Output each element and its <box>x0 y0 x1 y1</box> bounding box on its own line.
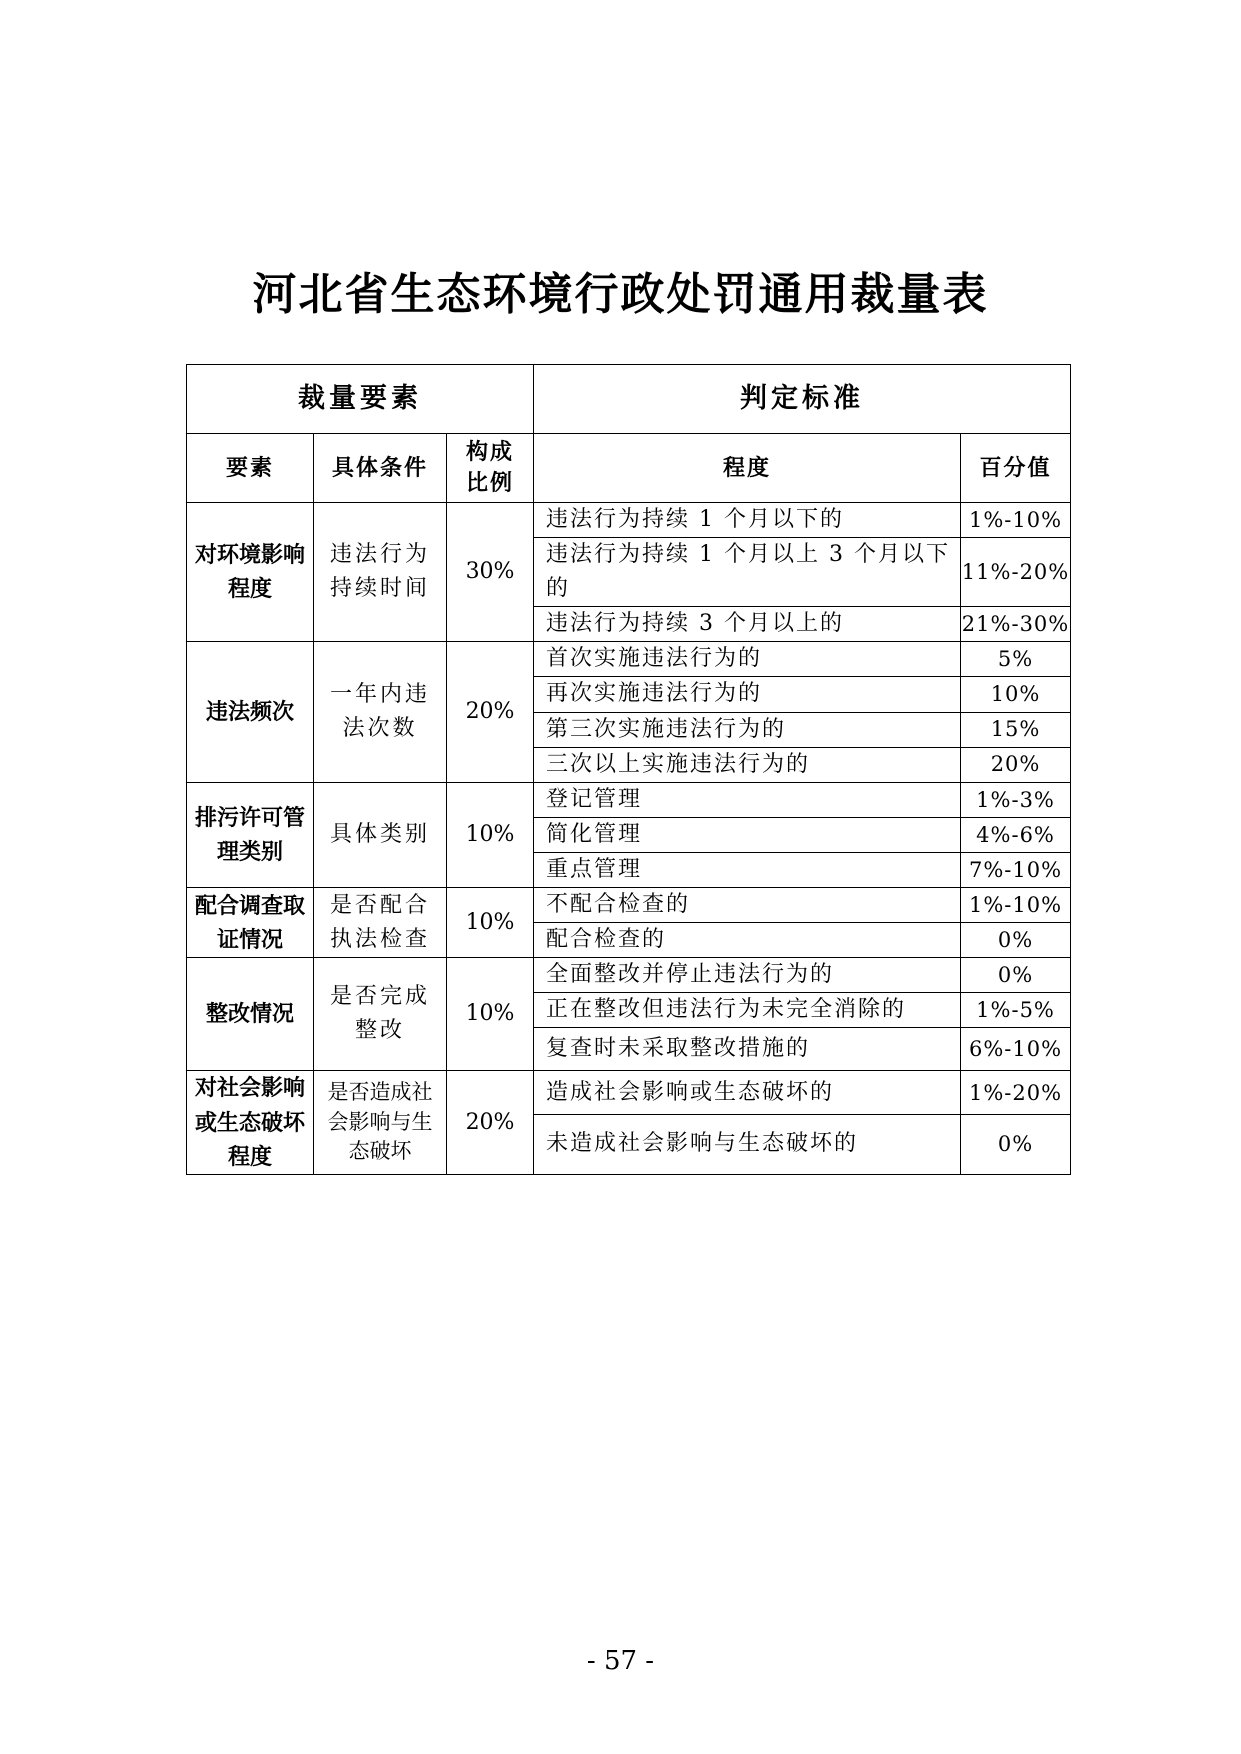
factor-name: 违法频次 <box>187 642 314 782</box>
table-row <box>187 782 1071 817</box>
percent-cell: 20% <box>961 747 1071 782</box>
percent-cell: 1%-20% <box>961 1071 1071 1115</box>
col-header-percent: 百分值 <box>961 434 1071 503</box>
factor-name: 整改情况 <box>187 958 314 1071</box>
factor-ratio: 20% <box>447 642 534 782</box>
percent-cell: 0% <box>961 923 1071 958</box>
factor-ratio: 20% <box>447 1071 534 1174</box>
factor-name: 对社会影响或生态破坏程度 <box>187 1071 314 1174</box>
factor-ratio: 10% <box>447 958 534 1071</box>
group-header-left: 裁量要素 <box>187 365 534 434</box>
degree-cell: 违法行为持续 1 个月以下的 <box>534 503 961 538</box>
table-row <box>187 888 1071 923</box>
group-header-right: 判定标准 <box>534 365 1071 434</box>
page-number: - 57 - <box>586 1646 655 1676</box>
degree-cell: 违法行为持续 3 个月以上的 <box>534 607 961 642</box>
degree-cell: 正在整改但违法行为未完全消除的 <box>534 993 961 1028</box>
table-row <box>187 958 1071 993</box>
degree-cell: 造成社会影响或生态破坏的 <box>534 1071 961 1115</box>
factor-condition: 是否造成社会影响与生态破坏 <box>314 1071 447 1174</box>
percent-cell: 6%-10% <box>961 1028 1071 1071</box>
percent-cell: 15% <box>961 712 1071 747</box>
table-row <box>187 1071 1071 1115</box>
percent-cell: 21%-30% <box>961 607 1071 642</box>
col-header-factor: 要素 <box>187 434 314 503</box>
factor-name: 对环境影响程度 <box>187 503 314 642</box>
percent-cell: 5% <box>961 642 1071 677</box>
degree-cell: 三次以上实施违法行为的 <box>534 747 961 782</box>
degree-cell: 首次实施违法行为的 <box>534 642 961 677</box>
table-column-header-row <box>187 434 1071 503</box>
col-header-ratio: 构成比例 <box>447 434 534 503</box>
percent-cell: 4%-6% <box>961 817 1071 852</box>
factor-name: 排污许可管理类别 <box>187 782 314 887</box>
factor-ratio: 10% <box>447 782 534 887</box>
table-row <box>187 642 1071 677</box>
degree-cell: 重点管理 <box>534 852 961 887</box>
degree-cell: 第三次实施违法行为的 <box>534 712 961 747</box>
percent-cell: 0% <box>961 1115 1071 1174</box>
percent-cell: 7%-10% <box>961 852 1071 887</box>
factor-name: 配合调查取证情况 <box>187 888 314 958</box>
percent-cell: 1%-5% <box>961 993 1071 1028</box>
col-header-condition: 具体条件 <box>314 434 447 503</box>
page-title: 河北省生态环境行政处罚通用裁量表 <box>252 269 989 320</box>
degree-cell: 不配合检查的 <box>534 888 961 923</box>
degree-cell: 简化管理 <box>534 817 961 852</box>
degree-cell: 未造成社会影响与生态破坏的 <box>534 1115 961 1174</box>
degree-cell: 配合检查的 <box>534 923 961 958</box>
degree-cell: 再次实施违法行为的 <box>534 677 961 712</box>
percent-cell: 1%-3% <box>961 782 1071 817</box>
factor-ratio: 30% <box>447 503 534 642</box>
factor-condition: 是否配合执法检查 <box>314 888 447 958</box>
factor-condition: 是否完成整改 <box>314 958 447 1071</box>
degree-cell: 违法行为持续 1 个月以上 3 个月以下的 <box>534 538 961 607</box>
percent-cell: 1%-10% <box>961 888 1071 923</box>
percent-cell: 0% <box>961 958 1071 993</box>
discretion-table <box>186 364 1071 1175</box>
factor-condition: 具体类别 <box>314 782 447 887</box>
factor-condition: 一年内违法次数 <box>314 642 447 782</box>
table-group-header-row <box>187 365 1071 434</box>
percent-cell: 11%-20% <box>961 538 1071 607</box>
degree-cell: 复查时未采取整改措施的 <box>534 1028 961 1071</box>
percent-cell: 1%-10% <box>961 503 1071 538</box>
col-header-degree: 程度 <box>534 434 961 503</box>
percent-cell: 10% <box>961 677 1071 712</box>
degree-cell: 登记管理 <box>534 782 961 817</box>
table-row <box>187 503 1071 538</box>
degree-cell: 全面整改并停止违法行为的 <box>534 958 961 993</box>
factor-ratio: 10% <box>447 888 534 958</box>
factor-condition: 违法行为持续时间 <box>314 503 447 642</box>
